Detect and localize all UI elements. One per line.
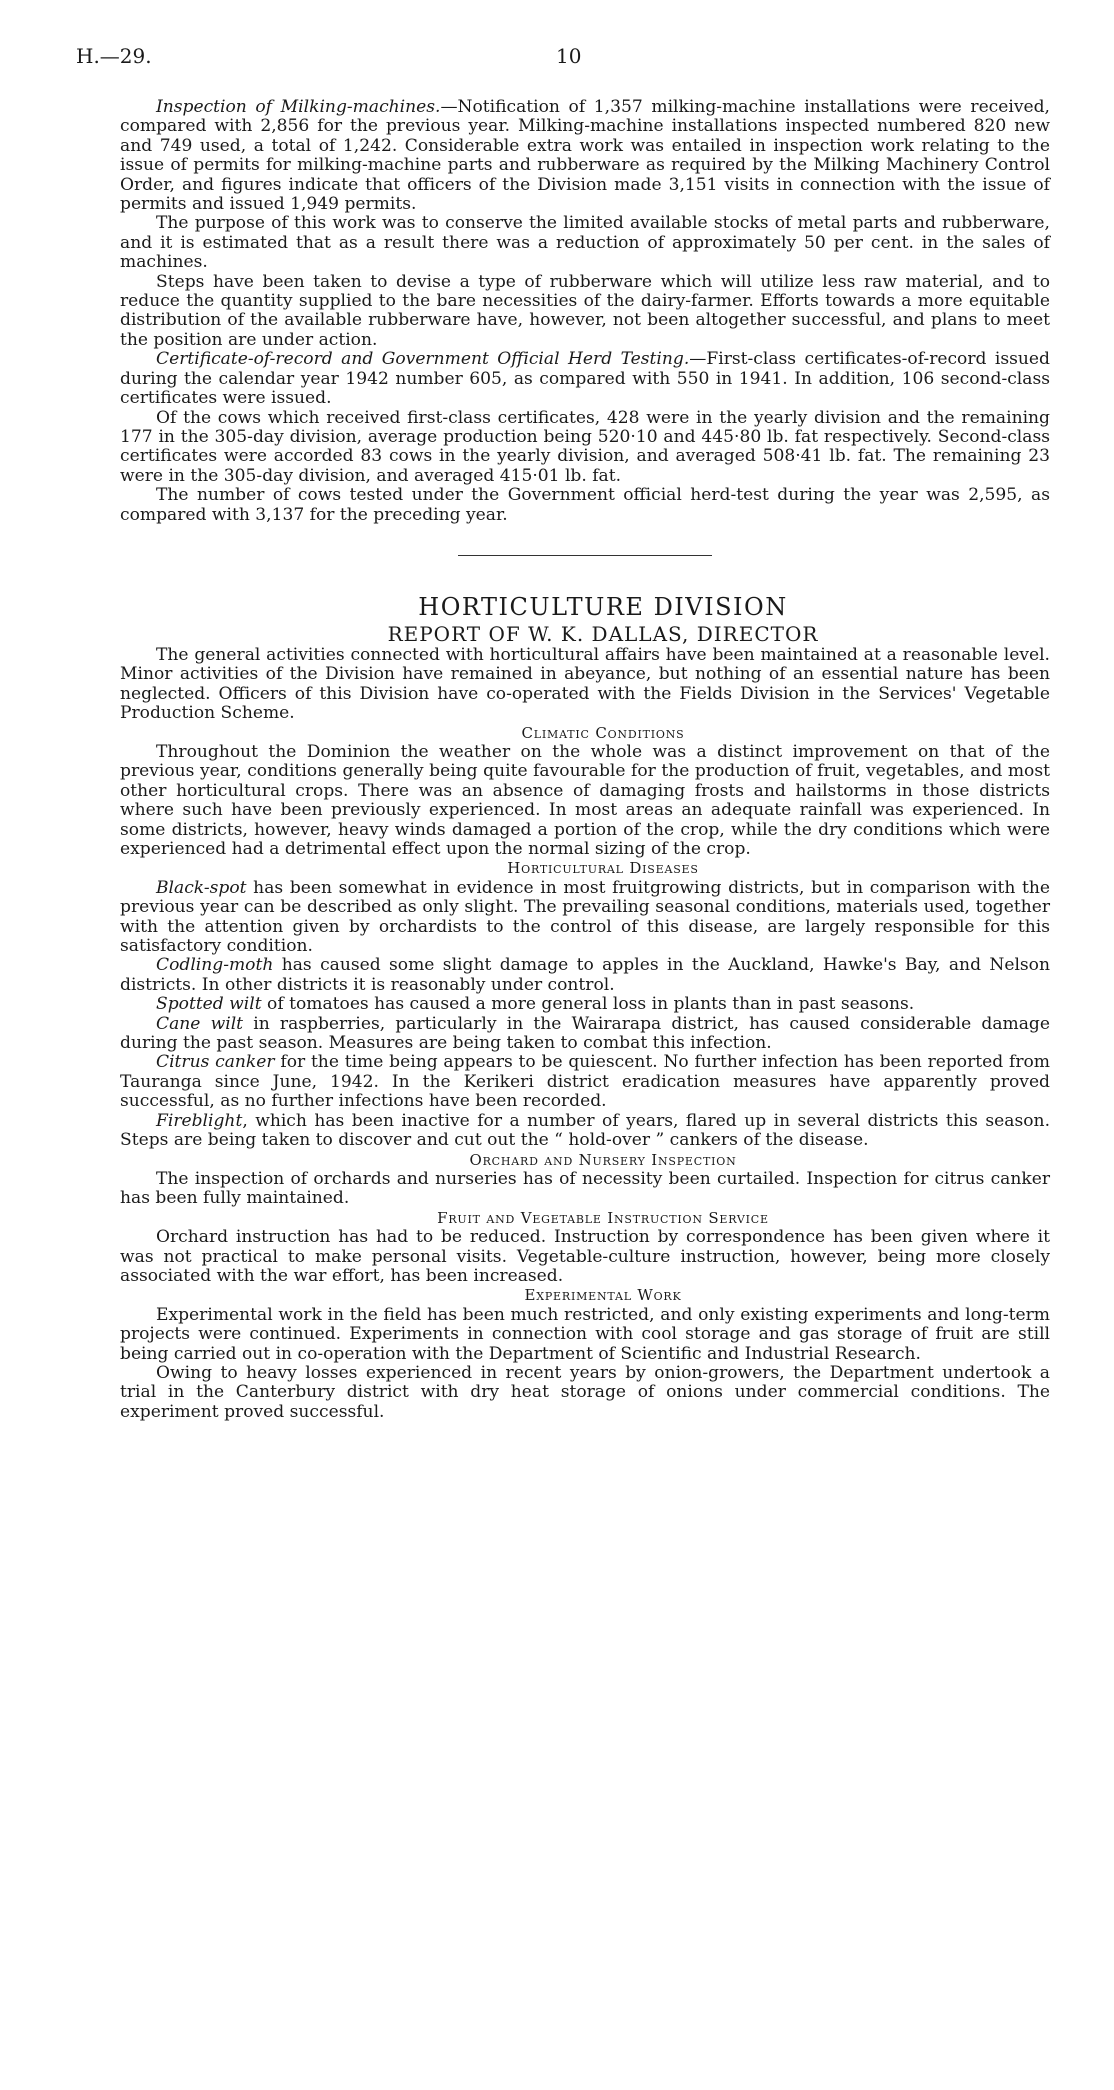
milking-section-title: Inspection of Milking-machines. [156, 97, 441, 117]
spotted-wilt-paragraph [120, 995, 1050, 1014]
herd-paragraph-1 [120, 350, 1050, 408]
codling-moth-paragraph [120, 956, 1050, 995]
document-reference: H.—29. [76, 44, 152, 68]
milking-paragraph-3: Steps have been taken to devise a type of rubberware which will utilize less raw material, and to reduce the quantity supplied to the bare necessities of the dairy-farmer. Efforts towards a more equitable distribution of the available rubberware have, however, not been altogether successful, and plans to meet the position are under action. [120, 271, 1050, 350]
milking-paragraph-1 [120, 98, 1050, 214]
cane-wilt-text: in raspberries, particularly in the Wairarapa district, has caused considerable damage during the past season. Measures are being taken to combat this infection. [120, 1013, 1050, 1054]
black-spot-paragraph [120, 879, 1050, 957]
cane-wilt-term: Cane wilt [156, 1013, 244, 1034]
codling-moth-term: Codling-moth [156, 955, 274, 976]
herd-section-title: Certificate-of-record and Government Official Herd Testing. [156, 349, 690, 370]
herd-paragraph-1-text: —First-class certificates-of-record issued during the calendar year 1942 number 605, as compared with 550 in 1941. In addition, 106 second-class certificates were issued. [120, 349, 1050, 409]
orchard-heading: Orchard and Nursery Inspection [469, 1150, 737, 1169]
citrus-canker-term: Citrus canker [156, 1052, 275, 1073]
experimental-paragraph-2: Owing to heavy losses experienced in recent years by onion-growers, the Department undertook a trial in the Canterbury district with dry heat storage of onions under commercial conditions. The experiment proved successful. [120, 1362, 1050, 1422]
spotted-wilt-text: of tomatoes has caused a more general loss in plants than in past seasons. [261, 994, 915, 1015]
codling-moth-text: has caused some slight damage to apples in the Auckland, Hawke's Bay, and Nelson districts. In other districts it is reasonably under control. [120, 955, 1050, 995]
document-body [120, 98, 1050, 1422]
fruit-veg-heading: Fruit and Vegetable Instruction Service [437, 1208, 769, 1227]
diseases-heading: Horticultural Diseases [507, 859, 699, 878]
milking-paragraph-2: The purpose of this work was to conserve the limited available stocks of metal parts and rubberware, and it is estimated that as a result there was a reduction of approximately 50 per cent. in the sales of machines. [120, 213, 1050, 273]
citrus-canker-text: for the time being appears to be quiescent. No further infection has been reported from Tauranga since June, 1942. In the Kerikeri district eradication measures have apparently proved successful, as no further infections have been recorded. [120, 1052, 1050, 1112]
page-header [76, 44, 1048, 74]
orchard-paragraph: The inspection of orchards and nurseries has of necessity been curtailed. Inspection for citrus canker has been fully maintained. [120, 1168, 1050, 1209]
section-divider [458, 555, 712, 556]
horticulture-intro: The general activities connected with horticultural affairs have been maintained at a reasonable level. Minor activities of the Division have remained in abeyance, but nothing of an essential nature has been neglected. Officers of this Division have co-operated with the Fields Division in the Services' Vegetable Production Scheme. [120, 644, 1050, 724]
milking-paragraph-1-text: —Notification of 1,357 milking-machine installations were received, compared with 2,856 for the previous year. Milking-machine installations inspected numbered 820 new and 749 used, a total of 1,242. Considerable extra work was entailed in inspection work relating to the issue of permits for milking-machine parts and rubberware as required by the Milking Machinery Control Order, and figures indicate that officers of the Division made 3,151 visits in connection with the issue of permits and issued 1,949 permits. [120, 97, 1050, 215]
fruit-veg-paragraph: Orchard instruction has had to be reduced. Instruction by correspondence has been given where it was not practical to make personal visits. Vegetable-culture instruction, however, being more closely associated with the war effort, has been increased. [120, 1227, 1050, 1286]
experimental-heading: Experimental Work [524, 1286, 682, 1305]
spotted-wilt-term: Spotted wilt [156, 994, 262, 1015]
cane-wilt-paragraph [120, 1015, 1050, 1054]
report-title: REPORT OF W. K. DALLAS, DIRECTOR [387, 621, 819, 646]
fireblight-text: , which has been inactive for a number of years, flared up in several districts this season. Steps are being taken to discover and cut out the “ hold-over ” cankers of the disease. [120, 1110, 1050, 1151]
fireblight-term: Fireblight [156, 1110, 243, 1131]
experimental-paragraph-1: Experimental work in the field has been much restricted, and only existing experiments and long-term projects were continued. Experiments in connection with cool storage and gas storage of fruit are still being carried out in co-operation with the Department of Scientific and Industrial Research. [120, 1304, 1050, 1364]
black-spot-term: Black-spot [156, 877, 247, 898]
division-title: HORTICULTURE DIVISION [418, 592, 788, 621]
fireblight-paragraph [120, 1112, 1050, 1151]
climatic-paragraph: Throughout the Dominion the weather on the whole was a distinct improvement on that of the previous year, conditions generally being quite favourable for the production of fruit, vegetables, and most other horticultural crops. There was an absence of damaging frosts and hailstorms in those districts where such have been previously experienced. In most areas an adequate rainfall was experienced. In some districts, however, heavy winds damaged a portion of the crop, while the dry conditions which were experienced had a detrimental effect upon the normal sizing of the crop. [120, 741, 1050, 859]
herd-paragraph-2: Of the cows which received first-class certificates, 428 were in the yearly division and the remaining 177 in the 305-day division, average production being 520·10 and 445·80 lb. fat respectively. Second-class certificates were accorded 83 cows in the yearly division, and averaged 508·41 lb. fat. The remaining 23 were in the 305-day division, and averaged 415·01 lb. fat. [120, 407, 1050, 486]
page-number: 10 [556, 44, 582, 68]
black-spot-text: has been somewhat in evidence in most fruitgrowing districts, but in comparison with the previous year can be described as only slight. The prevailing seasonal conditions, materials used, together with the attention given by orchardists to the control of this disease, are largely responsible for this satisfactory condition. [120, 877, 1050, 957]
herd-paragraph-3: The number of cows tested under the Government official herd-test during the year was 2,595, as compared with 3,137 for the preceding year. [120, 485, 1050, 525]
citrus-canker-paragraph [120, 1053, 1050, 1111]
climatic-heading: Climatic Conditions [521, 723, 685, 742]
